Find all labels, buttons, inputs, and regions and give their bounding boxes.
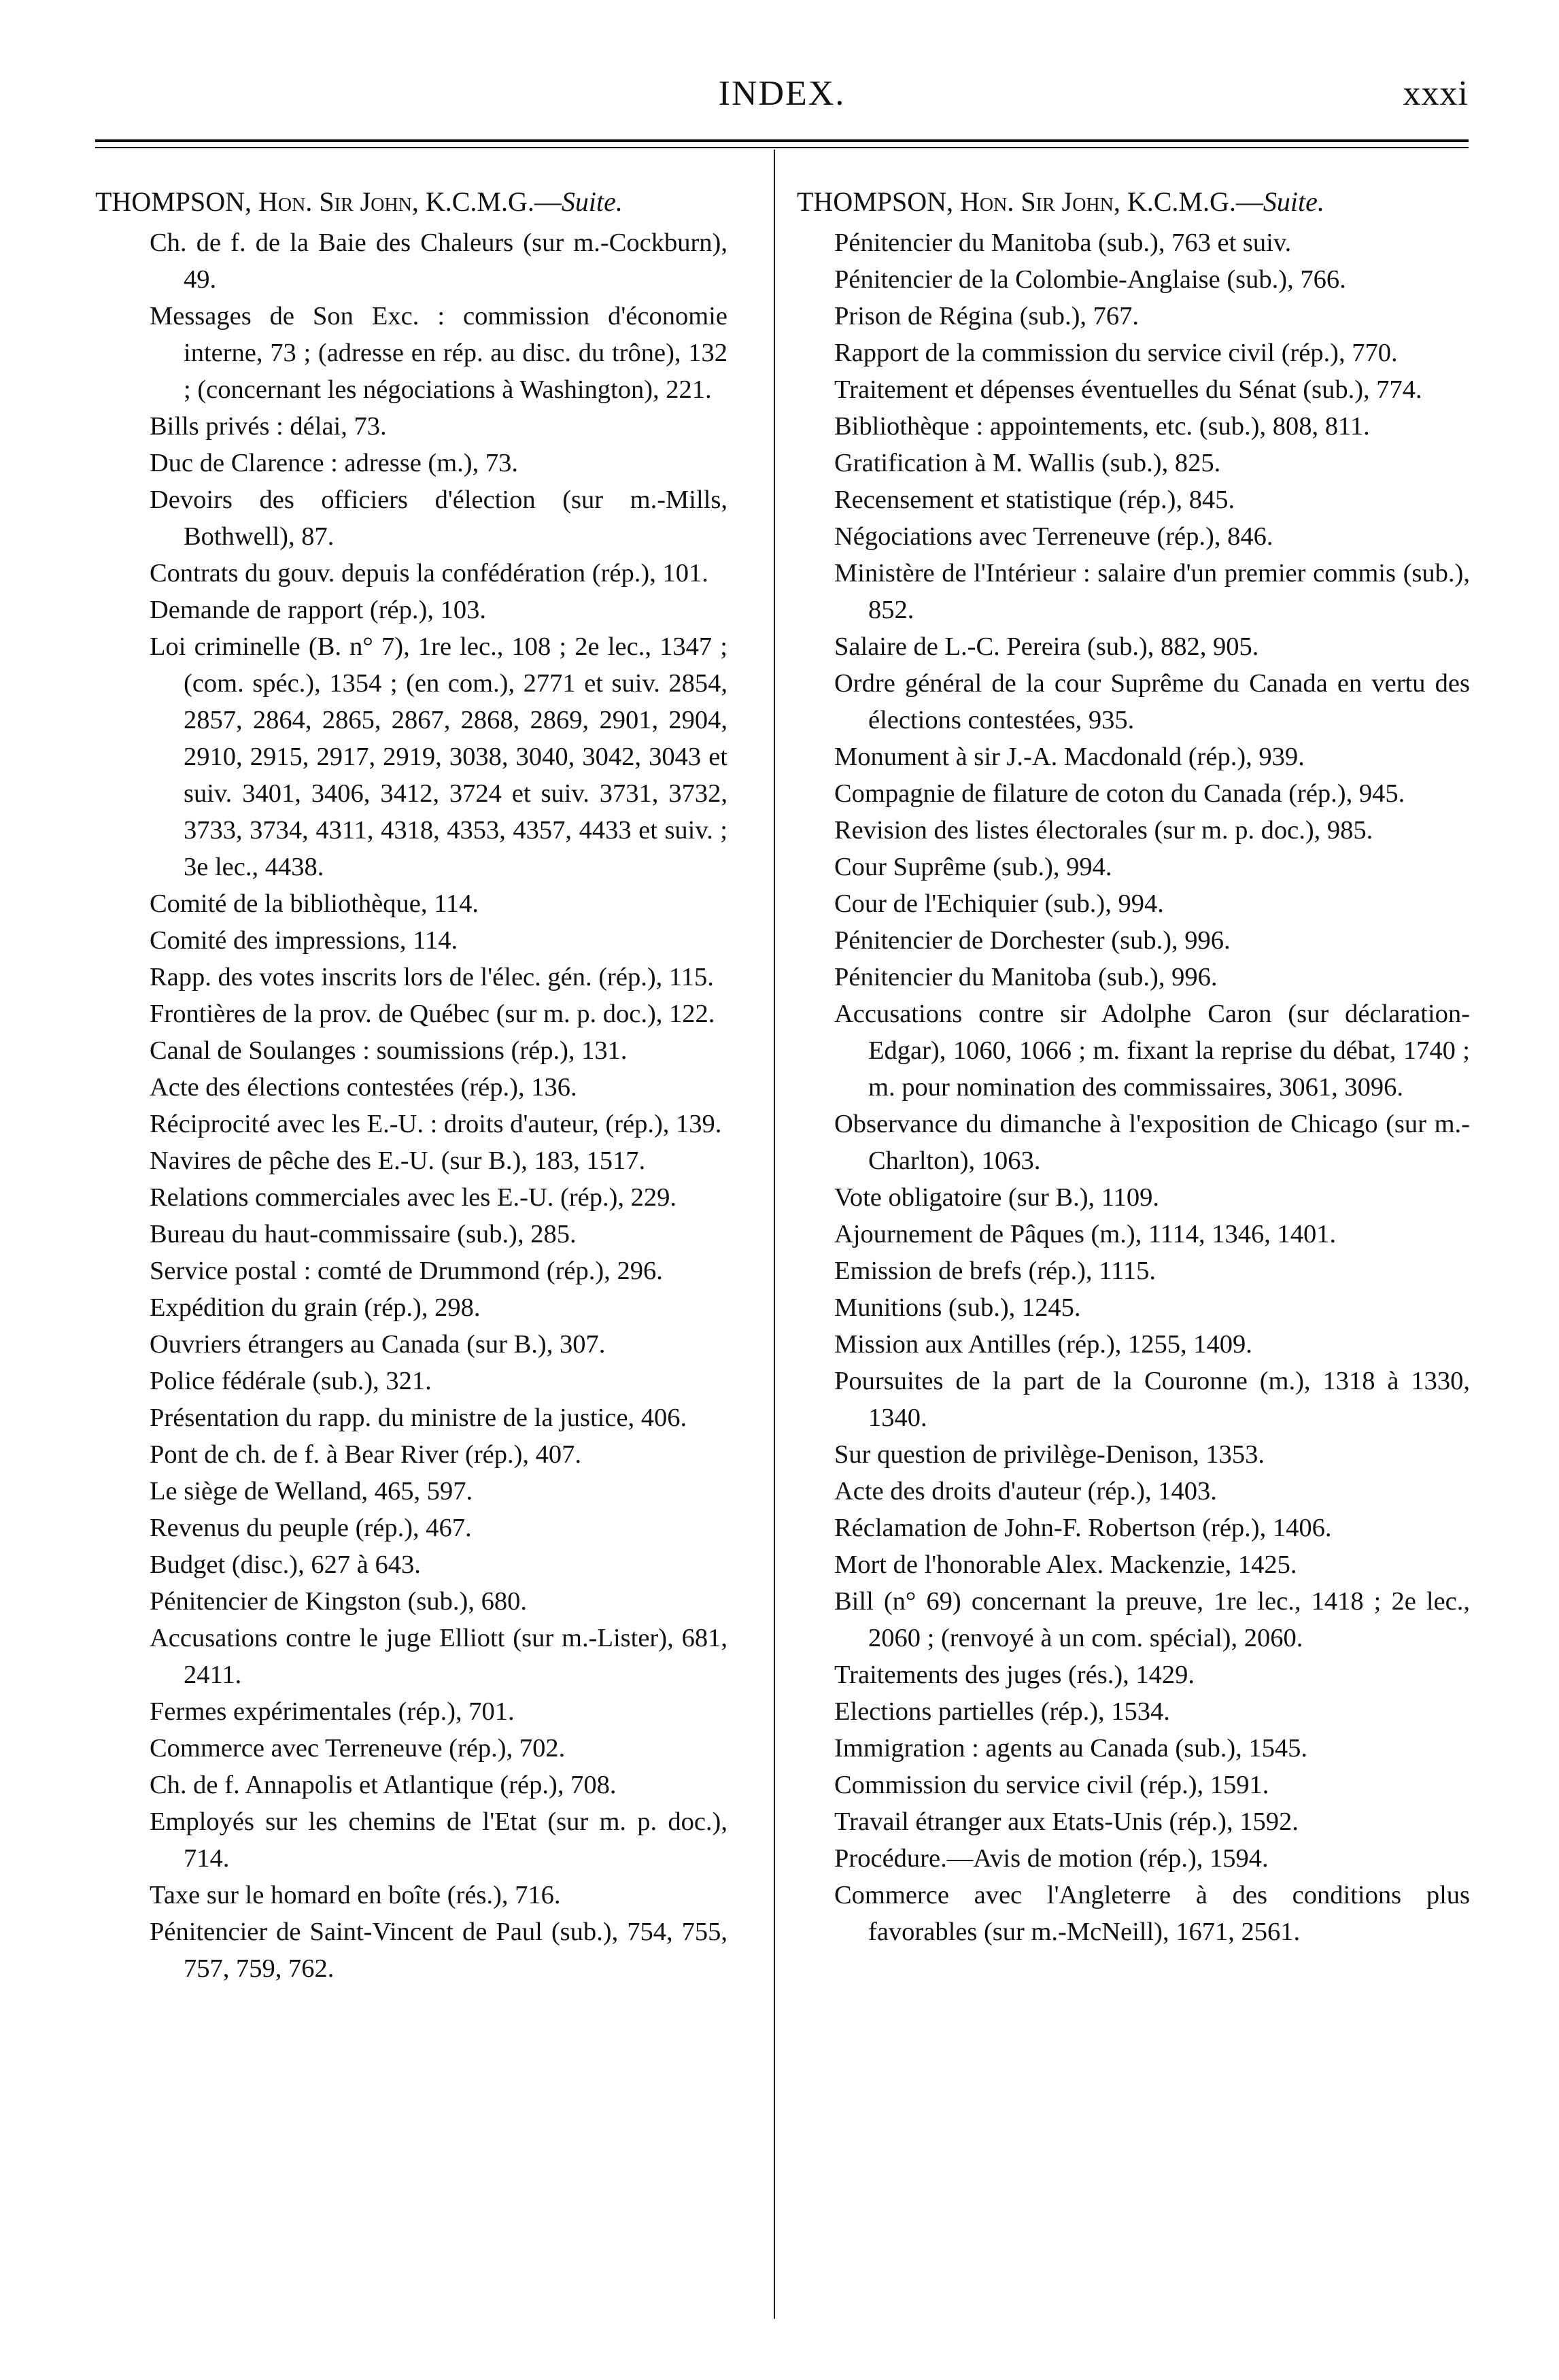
index-entry: Demande de rapport (rép.), 103. bbox=[150, 596, 486, 624]
index-entry: Traitement et dépenses éventuelles du Sénat (sub.), 774. bbox=[834, 375, 1422, 404]
heading-honorific: Hon. Sir John, bbox=[258, 186, 419, 217]
index-entry: Messages de Son Exc. : commission d'économie interne, 73 ; (adresse en rép. au disc. du trône), 132 ; (concernant les négociations à Washington), 221. bbox=[150, 302, 727, 404]
index-entry: Munitions (sub.), 1245. bbox=[834, 1293, 1081, 1322]
index-entry: Commission du service civil (rép.), 1591. bbox=[834, 1771, 1269, 1799]
index-entry: Fermes expérimentales (rép.), 701. bbox=[150, 1697, 515, 1726]
index-entry: Bibliothèque : appointements, etc. (sub.), 808, 811. bbox=[834, 412, 1370, 441]
index-entry: Ordre général de la cour Suprême du Canada en vertu des élections contestées, 935. bbox=[834, 669, 1470, 734]
left-entry-list bbox=[95, 224, 727, 1987]
heading-name: THOMPSON, bbox=[95, 186, 252, 217]
index-entry: Salaire de L.-C. Pereira (sub.), 882, 905. bbox=[834, 632, 1259, 661]
index-entry: Employés sur les chemins de l'Etat (sur m. p. doc.), 714. bbox=[150, 1807, 727, 1873]
index-entry: Pénitencier de Saint-Vincent de Paul (sub.), 754, 755, 757, 759, 762. bbox=[150, 1918, 727, 1983]
index-entry: Contrats du gouv. depuis la confédération (rép.), 101. bbox=[150, 559, 708, 588]
heading-post: K.C.M.G.— bbox=[1127, 186, 1263, 217]
running-head bbox=[95, 73, 1469, 114]
index-entry: Présentation du rapp. du ministre de la justice, 406. bbox=[150, 1404, 687, 1432]
index-entry: Elections partielles (rép.), 1534. bbox=[834, 1697, 1170, 1726]
index-entry: Ch. de f. Annapolis et Atlantique (rép.), 708. bbox=[150, 1771, 617, 1799]
index-entry: Pénitencier de la Colombie-Anglaise (sub.), 766. bbox=[834, 265, 1346, 294]
index-entry: Emission de brefs (rép.), 1115. bbox=[834, 1257, 1156, 1285]
header-rule-thick bbox=[95, 139, 1469, 142]
right-column bbox=[797, 184, 1470, 1950]
index-entry: Loi criminelle (B. n° 7), 1re lec., 108 ; 2e lec., 1347 ; (com. spéc.), 1354 ; (en com.), 2771 et suiv. 2854, 2857, 2864, 2865, 2867, 2868, 2869, 2901, 2904, 2910, 2915, 2917, 2919, 3038, 3040, 3042, 3043 et suiv. 3401, 3406, 3412, 3724 et suiv. 3731, 3732, 3733, 3734, 4311, 4318, 4353, 4357, 4433 et suiv. ; 3e lec., 4438. bbox=[150, 632, 727, 881]
page-number: xxxi bbox=[1403, 74, 1469, 113]
index-entry: Sur question de privilège-Denison, 1353. bbox=[834, 1440, 1265, 1469]
index-entry: Taxe sur le homard en boîte (rés.), 716. bbox=[150, 1881, 561, 1909]
index-entry: Duc de Clarence : adresse (m.), 73. bbox=[150, 449, 518, 477]
index-entry: Compagnie de filature de coton du Canada (rép.), 945. bbox=[834, 779, 1405, 808]
index-entry: Procédure.—Avis de motion (rép.), 1594. bbox=[834, 1844, 1269, 1873]
index-entry: Pénitencier de Dorchester (sub.), 996. bbox=[834, 926, 1231, 955]
index-entry: Expédition du grain (rép.), 298. bbox=[150, 1293, 481, 1322]
index-entry: Le siège de Welland, 465, 597. bbox=[150, 1477, 473, 1506]
index-entry: Mission aux Antilles (rép.), 1255, 1409. bbox=[834, 1330, 1252, 1359]
index-entry: Comité des impressions, 114. bbox=[150, 926, 458, 955]
index-entry: Police fédérale (sub.), 321. bbox=[150, 1367, 432, 1395]
index-entry: Pénitencier du Manitoba (sub.), 763 et suiv. bbox=[834, 228, 1292, 257]
index-entry: Canal de Soulanges : soumissions (rép.), 131. bbox=[150, 1036, 628, 1065]
index-entry: Rapp. des votes inscrits lors de l'élec. gén. (rép.), 115. bbox=[150, 963, 714, 991]
index-entry: Navires de pêche des E.-U. (sur B.), 183, 1517. bbox=[150, 1146, 646, 1175]
index-entry: Devoirs des officiers d'élection (sur m.-Mills, Bothwell), 87. bbox=[150, 486, 727, 551]
index-entry: Travail étranger aux Etats-Unis (rép.), 1592. bbox=[834, 1807, 1299, 1836]
index-entry: Relations commerciales avec les E.-U. (rép.), 229. bbox=[150, 1183, 677, 1212]
index-entry: Réciprocité avec les E.-U. : droits d'auteur, (rép.), 139. bbox=[150, 1110, 722, 1138]
index-entry: Bills privés : délai, 73. bbox=[150, 412, 387, 441]
index-entry: Bill (n° 69) concernant la preuve, 1re lec., 1418 ; 2e lec., 2060 ; (renvoyé à un com. spécial), 2060. bbox=[834, 1587, 1470, 1652]
index-entry: Gratification à M. Wallis (sub.), 825. bbox=[834, 449, 1221, 477]
index-entry: Frontières de la prov. de Québec (sur m. p. doc.), 122. bbox=[150, 1000, 715, 1028]
heading-suite: Suite. bbox=[1263, 186, 1324, 217]
heading-name: THOMPSON, bbox=[797, 186, 954, 217]
index-entry: Bureau du haut-commissaire (sub.), 285. bbox=[150, 1220, 577, 1248]
index-entry: Pénitencier du Manitoba (sub.), 996. bbox=[834, 963, 1218, 991]
left-column-heading bbox=[95, 184, 727, 220]
index-entry: Service postal : comté de Drummond (rép.), 296. bbox=[150, 1257, 663, 1285]
index-entry: Poursuites de la part de la Couronne (m.), 1318 à 1330, 1340. bbox=[834, 1367, 1470, 1432]
heading-post: K.C.M.G.— bbox=[425, 186, 562, 217]
index-entry: Acte des droits d'auteur (rép.), 1403. bbox=[834, 1477, 1217, 1506]
column-divider bbox=[774, 150, 775, 2319]
page-title: INDEX. bbox=[718, 74, 846, 113]
index-entry: Comité de la bibliothèque, 114. bbox=[150, 889, 479, 918]
index-entry: Immigration : agents au Canada (sub.), 1545. bbox=[834, 1734, 1308, 1763]
index-entry: Revenus du peuple (rép.), 467. bbox=[150, 1514, 472, 1542]
heading-suite: Suite. bbox=[561, 186, 623, 217]
index-entry: Ch. de f. de la Baie des Chaleurs (sur m.-Cockburn), 49. bbox=[150, 228, 727, 294]
heading-honorific: Hon. Sir John, bbox=[960, 186, 1120, 217]
index-entry: Traitements des juges (rés.), 1429. bbox=[834, 1661, 1195, 1689]
index-entry: Commerce avec Terreneuve (rép.), 702. bbox=[150, 1734, 566, 1763]
index-entry: Observance du dimanche à l'exposition de Chicago (sur m.-Charlton), 1063. bbox=[834, 1110, 1470, 1175]
right-column-heading bbox=[797, 184, 1470, 220]
index-entry: Négociations avec Terreneuve (rép.), 846. bbox=[834, 522, 1273, 551]
index-entry: Recensement et statistique (rép.), 845. bbox=[834, 486, 1235, 514]
index-entry: Prison de Régina (sub.), 767. bbox=[834, 302, 1140, 330]
index-entry: Pont de ch. de f. à Bear River (rép.), 407. bbox=[150, 1440, 582, 1469]
index-entry: Commerce avec l'Angleterre à des conditions plus favorables (sur m.-McNeill), 1671, 2561. bbox=[834, 1881, 1470, 1946]
index-entry: Acte des élections contestées (rép.), 136. bbox=[150, 1073, 577, 1102]
index-entry: Ajournement de Pâques (m.), 1114, 1346, 1401. bbox=[834, 1220, 1337, 1248]
index-entry: Cour Suprême (sub.), 994. bbox=[834, 853, 1112, 881]
index-entry: Pénitencier de Kingston (sub.), 680. bbox=[150, 1587, 527, 1616]
index-entry: Revision des listes électorales (sur m. p. doc.), 985. bbox=[834, 816, 1373, 845]
index-entry: Mort de l'honorable Alex. Mackenzie, 1425. bbox=[834, 1550, 1297, 1579]
index-entry: Ministère de l'Intérieur : salaire d'un premier commis (sub.), 852. bbox=[834, 559, 1470, 624]
header-rule-thin bbox=[95, 147, 1469, 148]
index-entry: Accusations contre le juge Elliott (sur m.-Lister), 681, 2411. bbox=[150, 1624, 727, 1689]
index-entry: Rapport de la commission du service civil (rép.), 770. bbox=[834, 339, 1398, 367]
index-entry: Réclamation de John-F. Robertson (rép.), 1406. bbox=[834, 1514, 1332, 1542]
index-entry: Cour de l'Echiquier (sub.), 994. bbox=[834, 889, 1164, 918]
left-column bbox=[95, 184, 727, 1987]
right-entry-list bbox=[797, 224, 1470, 1950]
index-entry: Monument à sir J.-A. Macdonald (rép.), 939. bbox=[834, 743, 1305, 771]
index-entry: Ouvriers étrangers au Canada (sur B.), 307. bbox=[150, 1330, 606, 1359]
index-entry: Accusations contre sir Adolphe Caron (sur déclaration-Edgar), 1060, 1066 ; m. fixant la reprise du débat, 1740 ; m. pour nomination des commissaires, 3061, 3096. bbox=[834, 1000, 1470, 1102]
index-entry: Budget (disc.), 627 à 643. bbox=[150, 1550, 421, 1579]
index-entry: Vote obligatoire (sur B.), 1109. bbox=[834, 1183, 1159, 1212]
